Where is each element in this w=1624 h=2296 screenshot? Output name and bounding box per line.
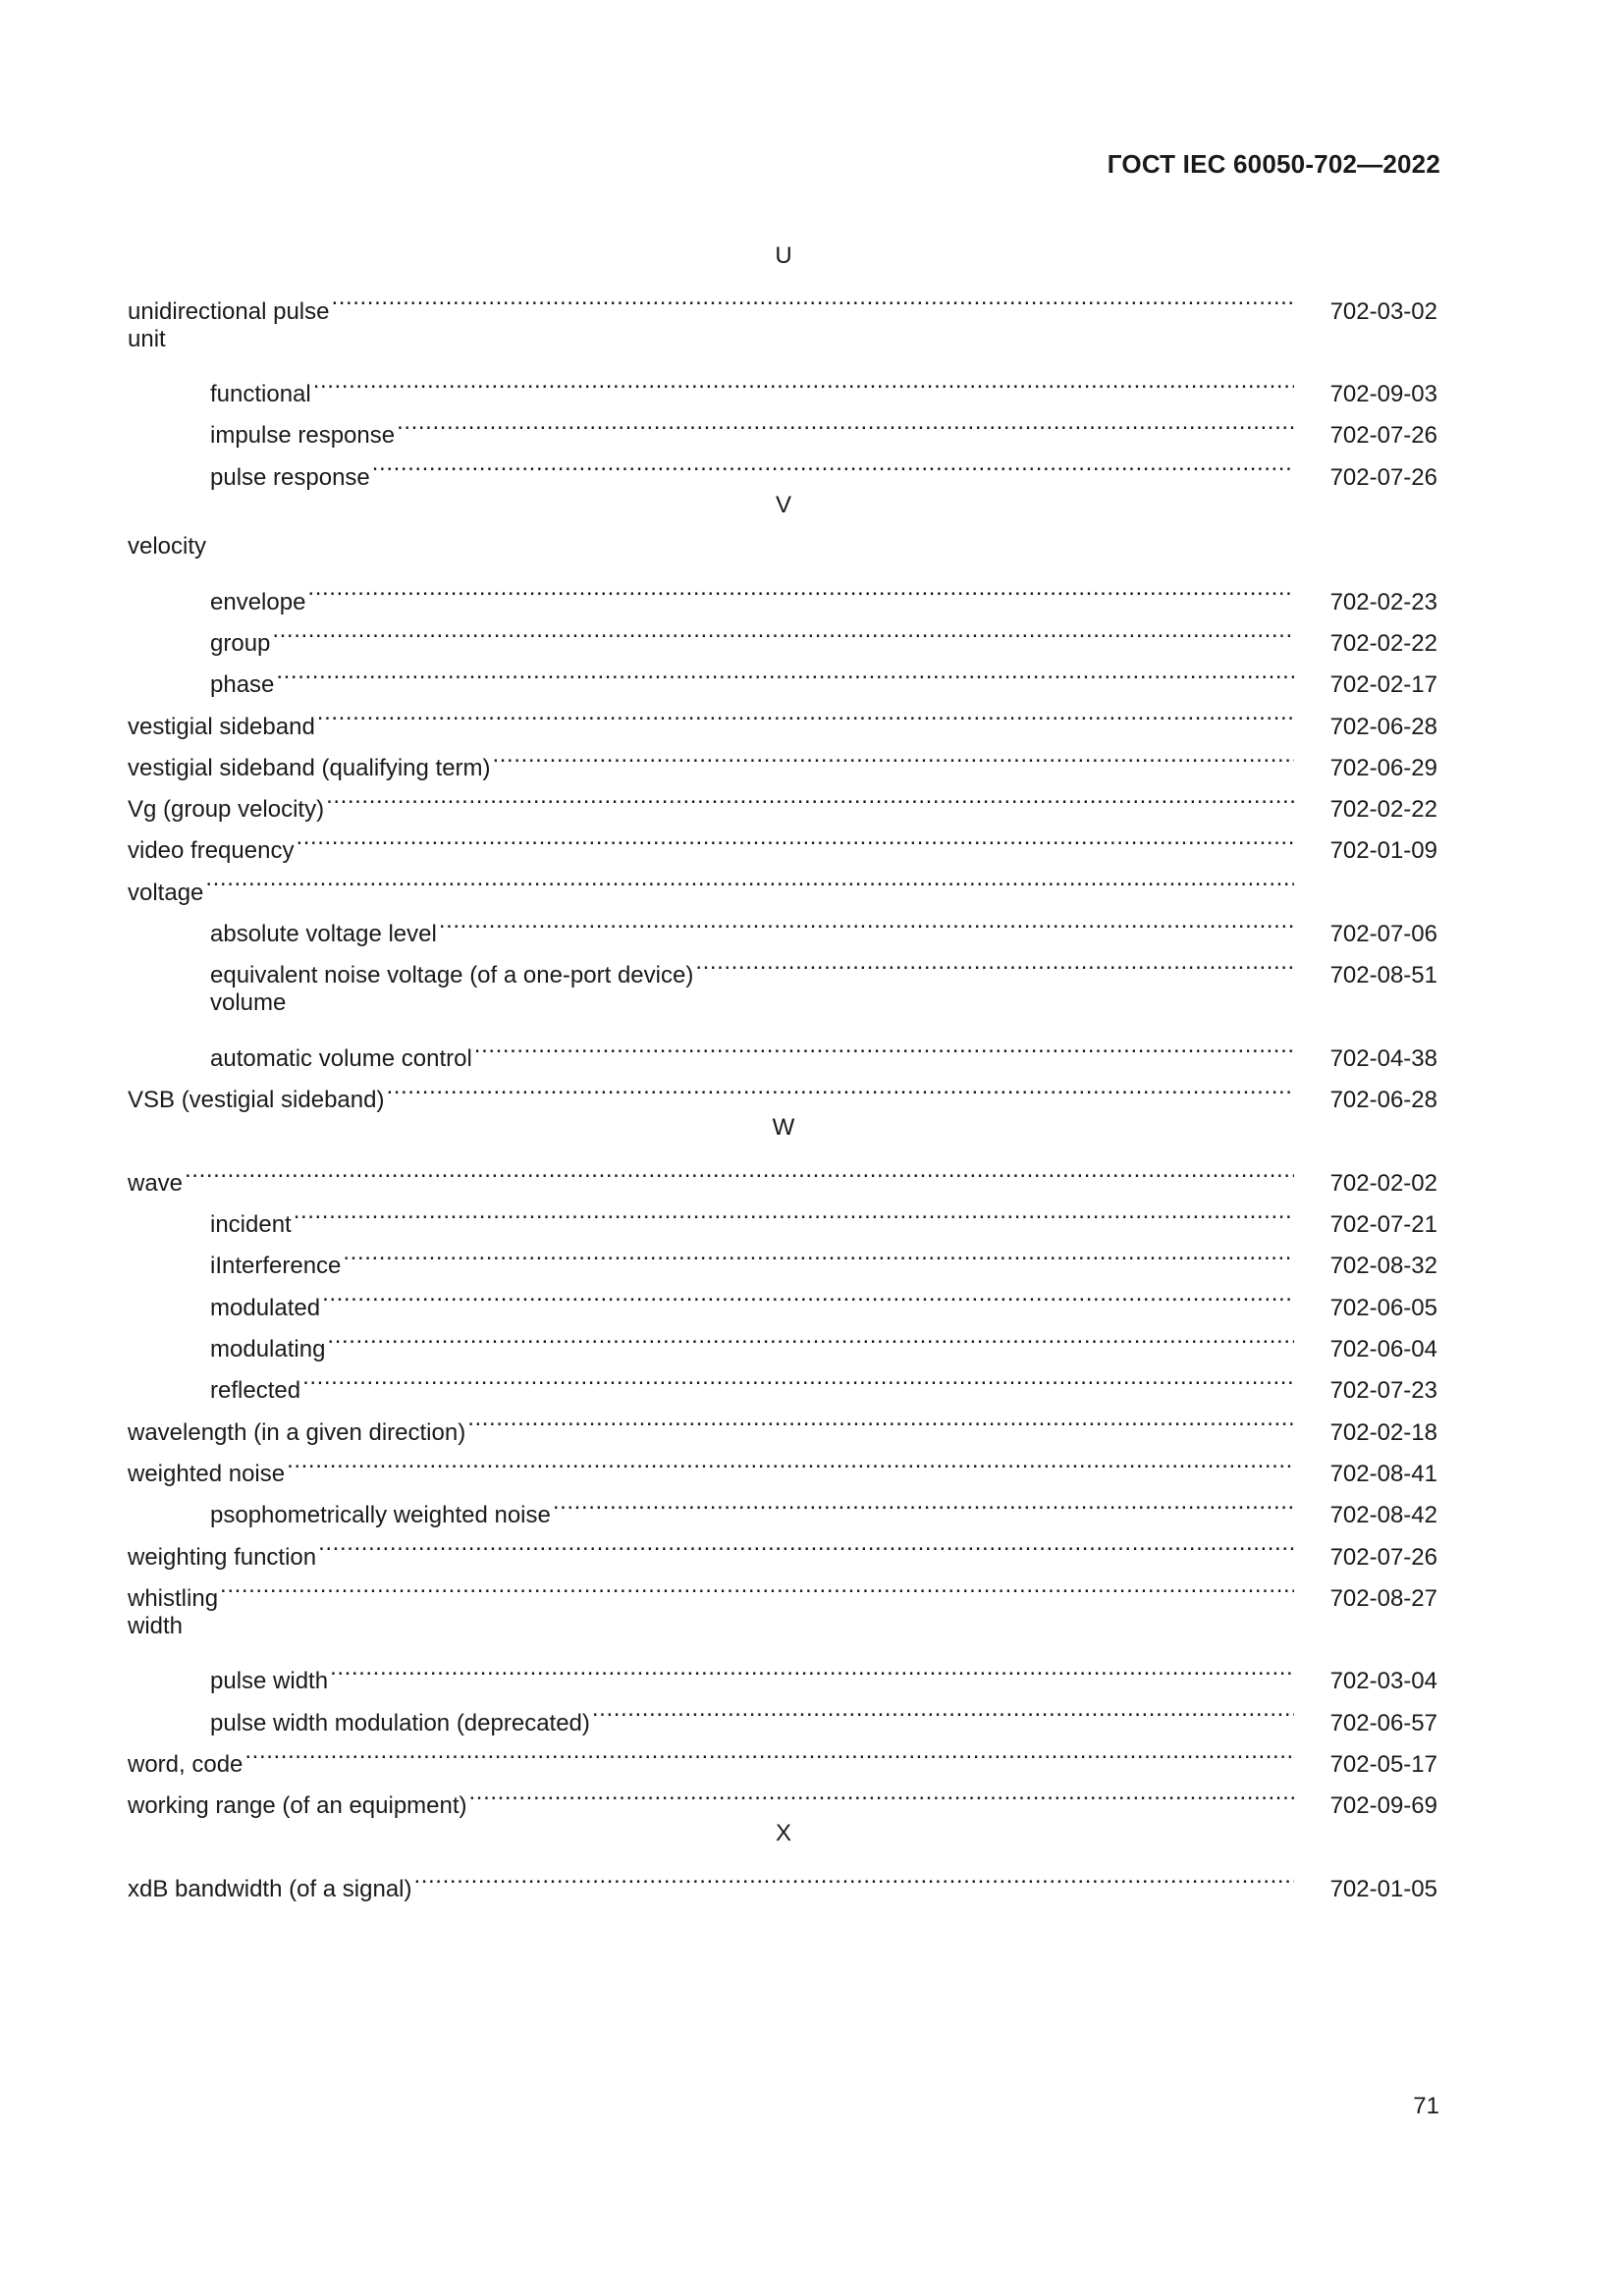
dot-leader-fill [313, 360, 1294, 401]
index-subentry [128, 1273, 1437, 1321]
index-entry [128, 1398, 1437, 1446]
index-term: vestigial sideband (qualifying term) [128, 754, 491, 781]
index-term: functional [210, 381, 311, 408]
index-term: impulse response [210, 422, 396, 450]
index-term: vestigial sideband [128, 713, 315, 740]
dot-leader [551, 1481, 1294, 1522]
dot-leader [412, 1855, 1295, 1896]
index-subentry [128, 401, 1437, 450]
index-term: width [128, 1612, 184, 1639]
index-term: pulse width modulation (deprecated) [210, 1709, 590, 1736]
index-term: word, code [128, 1750, 244, 1778]
index-entry [128, 526, 1437, 567]
dot-leader [341, 1232, 1294, 1273]
index-entry [128, 1606, 1437, 1647]
dot-leader [320, 1273, 1294, 1314]
index-reference-number: 702-07-26 [1329, 422, 1437, 450]
index-reference-number: 702-02-23 [1329, 588, 1437, 615]
index-subentry [128, 1357, 1437, 1405]
dot-leader [370, 443, 1294, 484]
dot-leader [274, 651, 1294, 692]
index-reference-number: 702-03-02 [1329, 297, 1437, 325]
index-term: Vg (group velocity) [128, 796, 325, 824]
index-term: modulated [210, 1294, 321, 1321]
index-subentry [128, 1647, 1437, 1695]
dot-leader [203, 858, 1294, 899]
index-reference-number: 702-06-04 [1329, 1336, 1437, 1363]
index-term: wavelength (in a given direction) [128, 1418, 466, 1446]
index-entry [128, 858, 1437, 906]
dot-leader-fill [493, 734, 1294, 775]
index-reference-number: 702-07-23 [1329, 1377, 1437, 1405]
index-reference-number: 702-08-51 [1329, 962, 1437, 989]
index-entry [128, 1565, 1437, 1612]
index-reference-number: 702-09-03 [1329, 381, 1437, 408]
letter-heading-text: U [775, 242, 792, 269]
dot-leader-fill [322, 1273, 1294, 1314]
page-header-standard: ГОСТ IEC 60050-702—2022 [1107, 149, 1440, 179]
index-reference-number: 702-06-05 [1329, 1294, 1437, 1321]
index-term: volume [210, 989, 287, 1017]
index-reference-number: 702-07-21 [1329, 1211, 1437, 1239]
dot-leader-fill [296, 817, 1294, 858]
letter-heading-text: W [772, 1114, 795, 1142]
dot-leader [218, 1565, 1294, 1606]
index-term: VSB (vestigial sideband) [128, 1087, 385, 1114]
index-term: unit [128, 325, 166, 352]
dot-leader [384, 1066, 1294, 1107]
dot-leader-fill [330, 1647, 1294, 1688]
index-term: absolute voltage level [210, 921, 437, 948]
index-entry [128, 775, 1437, 824]
dot-leader-fill [185, 1149, 1294, 1191]
index-entry [128, 1149, 1437, 1197]
dot-leader [183, 1149, 1294, 1191]
dot-leader-fill [294, 1191, 1294, 1232]
index-term: group [210, 629, 271, 657]
index-entry [128, 734, 1437, 781]
dot-leader-fill [326, 775, 1294, 817]
index-term: video frequency [128, 837, 295, 865]
index-subentry [128, 610, 1437, 657]
index-entry [128, 1855, 1437, 1902]
dot-leader [437, 900, 1294, 941]
dot-leader-fill [343, 1232, 1294, 1273]
index-reference-number: 702-01-05 [1329, 1875, 1437, 1902]
dot-leader [590, 1688, 1294, 1730]
index-subentry [128, 1232, 1437, 1280]
index-term: weighting function [128, 1543, 317, 1571]
dot-leader [465, 1398, 1294, 1439]
index-term: voltage [128, 879, 204, 906]
dot-leader-fill [695, 941, 1294, 983]
index-term: whistling [128, 1584, 219, 1612]
index-term: velocity [128, 533, 207, 561]
index-term: working range (of an equipment) [128, 1792, 467, 1820]
dot-leader-fill [474, 1025, 1294, 1066]
dot-leader [315, 692, 1294, 733]
index-subentry [128, 360, 1437, 408]
dot-leader-fill [317, 692, 1294, 733]
index-entry [128, 277, 1437, 325]
index-entry [128, 692, 1437, 740]
dot-leader [316, 1522, 1294, 1564]
dot-leader [472, 1025, 1294, 1066]
dot-leader-fill [331, 277, 1294, 318]
index-reference-number: 702-02-22 [1329, 629, 1437, 657]
index-subentry [128, 1481, 1437, 1529]
dot-leader-fill [397, 401, 1294, 443]
dot-leader-fill [220, 1565, 1294, 1606]
dot-leader [329, 277, 1294, 318]
index-entry [128, 1522, 1437, 1571]
index-subentry [128, 1315, 1437, 1363]
index-reference-number: 702-05-17 [1329, 1750, 1437, 1778]
index-term: iInterference [210, 1253, 342, 1280]
index-term: pulse response [210, 463, 370, 491]
index-term: incident [210, 1211, 292, 1239]
dot-leader [270, 610, 1294, 651]
index-reference-number: 702-02-18 [1329, 1418, 1437, 1446]
dot-leader-fill [467, 1398, 1294, 1439]
dot-leader [491, 734, 1294, 775]
index-term: modulating [210, 1336, 326, 1363]
dot-leader [395, 401, 1294, 443]
index-term: reflected [210, 1377, 301, 1405]
index-reference-number: 702-08-27 [1329, 1584, 1437, 1612]
dot-leader [243, 1731, 1294, 1772]
index-reference-number: 702-04-38 [1329, 1044, 1437, 1072]
index-subentry [128, 900, 1437, 948]
index-term: wave [128, 1169, 184, 1197]
index-reference-number: 702-06-28 [1329, 713, 1437, 740]
index-entry [128, 1440, 1437, 1487]
dot-leader [325, 1315, 1294, 1357]
index-entry [128, 1772, 1437, 1820]
dot-leader [305, 567, 1294, 609]
dot-leader-fill [318, 1522, 1294, 1564]
index-entry [128, 817, 1437, 865]
dot-leader-fill [592, 1688, 1294, 1730]
index-reference-number: 702-07-26 [1329, 1543, 1437, 1571]
index-term: psophometrically weighted noise [210, 1502, 551, 1529]
index-subentry [128, 567, 1437, 615]
dot-leader [467, 1772, 1294, 1813]
dot-leader-fill [372, 443, 1294, 484]
index-reference-number: 702-07-26 [1329, 463, 1437, 491]
dot-leader-fill [302, 1357, 1294, 1398]
dot-leader [324, 775, 1294, 817]
dot-leader [292, 1191, 1294, 1232]
index-reference-number: 702-07-06 [1329, 921, 1437, 948]
dot-leader [311, 360, 1294, 401]
letter-heading-text: X [775, 1820, 791, 1847]
index-term: weighted noise [128, 1460, 286, 1487]
index-reference-number: 702-08-42 [1329, 1502, 1437, 1529]
index-subentry [128, 1191, 1437, 1239]
dot-leader [300, 1357, 1294, 1398]
index-term: automatic volume control [210, 1044, 472, 1072]
dot-leader-fill [439, 900, 1294, 941]
dot-leader-fill [244, 1731, 1294, 1772]
term-index [128, 236, 1437, 1902]
index-term: equivalent noise voltage (of a one-port device) [210, 962, 694, 989]
dot-leader-fill [386, 1066, 1294, 1107]
dot-leader-fill [287, 1440, 1294, 1481]
index-reference-number: 702-06-29 [1329, 754, 1437, 781]
dot-leader-fill [205, 858, 1294, 899]
index-subentry [128, 651, 1437, 699]
dot-leader [693, 941, 1294, 983]
index-reference-number: 702-02-17 [1329, 671, 1437, 699]
index-term: unidirectional pulse [128, 297, 330, 325]
page-number: 71 [1413, 2093, 1439, 2119]
index-reference-number: 702-02-02 [1329, 1169, 1437, 1197]
letter-heading-text: V [775, 491, 791, 518]
dot-leader-fill [276, 651, 1294, 692]
index-reference-number: 702-06-28 [1329, 1087, 1437, 1114]
dot-leader-fill [469, 1772, 1294, 1813]
index-reference-number: 702-06-57 [1329, 1709, 1437, 1736]
index-reference-number: 702-01-09 [1329, 837, 1437, 865]
index-term: pulse width [210, 1668, 329, 1695]
index-reference-number: 702-09-69 [1329, 1792, 1437, 1820]
index-reference-number: 702-02-22 [1329, 796, 1437, 824]
index-reference-number: 702-08-41 [1329, 1460, 1437, 1487]
index-reference-number: 702-03-04 [1329, 1668, 1437, 1695]
index-term: envelope [210, 588, 306, 615]
index-letter-heading [128, 236, 1437, 277]
index-term: xdB bandwidth (of a signal) [128, 1875, 412, 1902]
dot-leader-fill [307, 567, 1294, 609]
index-term: phase [210, 671, 275, 699]
dot-leader-fill [414, 1855, 1295, 1896]
dot-leader [328, 1647, 1294, 1688]
dot-leader [285, 1440, 1294, 1481]
dot-leader-fill [553, 1481, 1294, 1522]
index-subentry [128, 1025, 1437, 1072]
dot-leader-fill [272, 610, 1294, 651]
index-entry [128, 1731, 1437, 1778]
dot-leader-fill [327, 1315, 1294, 1357]
dot-leader [294, 817, 1294, 858]
index-reference-number: 702-08-32 [1329, 1253, 1437, 1280]
